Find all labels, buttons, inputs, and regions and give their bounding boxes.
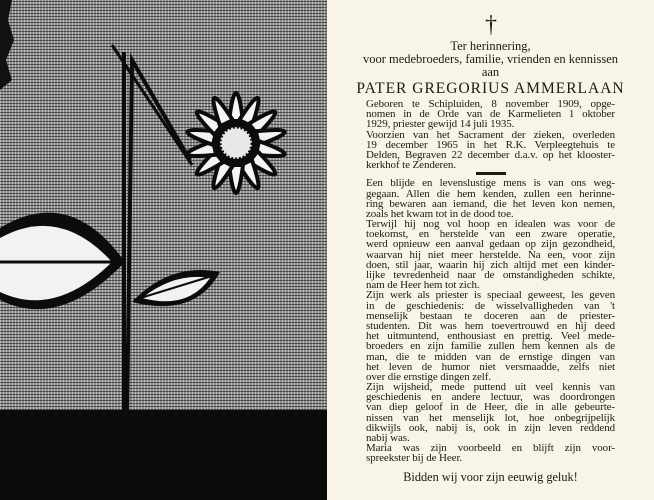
text-line: van diep geloof in de Heer, die in alle gebeurte- (366, 401, 615, 414)
text-line: kerkhof te Zenderen. (366, 159, 456, 172)
paragraph (366, 290, 615, 382)
text-line: nissen van het menselijk lot, hoe onbegrijpelijk (366, 411, 615, 424)
intro-line-2: voor medebroeders, familie, vrienden en kennissen (362, 52, 619, 66)
paragraph (366, 219, 615, 290)
divider (476, 172, 506, 175)
text-line: Zijn wijsheid, mede puttend uit veel kennis van (366, 381, 615, 394)
intro-line-3: aan (481, 65, 500, 79)
text-line: nomen in de Orde van de Karmelieten 1 oktober (366, 108, 615, 121)
text-line: Een blijde en levenslustige mens is van ons weg- (366, 177, 615, 190)
text-line: 19 december 1965 in het R.K. Verpleegtehuis te (366, 138, 615, 151)
text-line: het uitmuntend, enthousiast en prettig. Veel mede- (366, 330, 615, 343)
text-line: man, die te midden van de ernstige dingen van (366, 350, 615, 363)
text-line: Terwijl hij nog vol hoop en idealen was voor de (366, 218, 615, 231)
text-line: Zijn werk als priester is speciaal geweest, les geven (366, 289, 615, 302)
text-line: 1929, priester gewijd 14 juli 1935. (366, 118, 515, 131)
text-line: broeders en zijn familie zullen hem kennen als de (366, 340, 615, 353)
text-line: het leven de humor niet versmaadde, zelfs niet (366, 360, 615, 373)
text-line: geschiedenis en andere lectuur, was doordrongen (366, 391, 615, 404)
memorial-body (366, 99, 615, 464)
paragraph (366, 178, 615, 219)
closing-prayer: Bidden wij voor zijn eeuwig geluk! (403, 470, 578, 484)
text-line: in de geschiedenis: de wisselvalligheden van 't (366, 299, 615, 312)
text-line: nabij was. (366, 432, 410, 444)
paragraph (366, 443, 615, 463)
text-line: over die ernstige dingen zelf. (366, 370, 491, 383)
text-line: Delden, Begraven 22 december d.a.v. op het klooster- (366, 148, 615, 161)
paragraph (366, 130, 615, 171)
paragraph (366, 382, 615, 443)
stems (112, 45, 192, 420)
text-line: nam de Heer hem tot zich. (366, 279, 480, 292)
text-line: dikwijls ook, nabij is, ook in zijn leven reddend (366, 421, 615, 434)
artist-signature (0, 0, 14, 90)
text-line: werd opnieuw een aanval gedaan op zijn gezondheid, (366, 238, 615, 251)
text-line: studenten. Dit was hem toevertrouwd en hij deed (366, 319, 615, 332)
deceased-name: PATER GREGORIUS AMMERLAAN (356, 80, 625, 97)
text-line: doen, stil jaar, waarin hij zich altijd met een kinder- (366, 258, 615, 271)
text-line: toekomst, en herstelde van een zware operatie, (366, 228, 615, 241)
leaf-right (132, 270, 220, 306)
text-line: Geboren te Schipluiden, 8 november 1909, opge- (366, 98, 615, 110)
text-line: Maria was zijn voorbeeld en blijft zijn voor- (366, 442, 615, 455)
text-line: spreekster bij de Heer. (366, 452, 463, 465)
intro-line-1: Ter herinnering, (450, 39, 531, 53)
text-line: ring bewaren aan iemand, die het leven kon nemen, (366, 197, 615, 210)
text-line: zoals het kwam tot in de dood toe. (366, 207, 514, 220)
text-line: waarvan hij niet meer herstelde. Na een, voor zijn (366, 248, 615, 261)
paragraph (366, 99, 615, 130)
text-line: lijke tevredenheid naar de omstandigheden schikte, (366, 269, 615, 281)
text-line: menselijk bestaan te doceren aan de priester- (366, 309, 615, 322)
cross-icon: † (485, 12, 497, 38)
text-line: Voorzien van het Sacrament der zieken, overleden (366, 128, 615, 141)
text-line: gegaan. Allen die hem kenden, zullen een herinne- (366, 187, 615, 200)
leaf-left (0, 213, 125, 310)
black-band (0, 410, 327, 500)
memorial-text-panel (327, 0, 654, 500)
